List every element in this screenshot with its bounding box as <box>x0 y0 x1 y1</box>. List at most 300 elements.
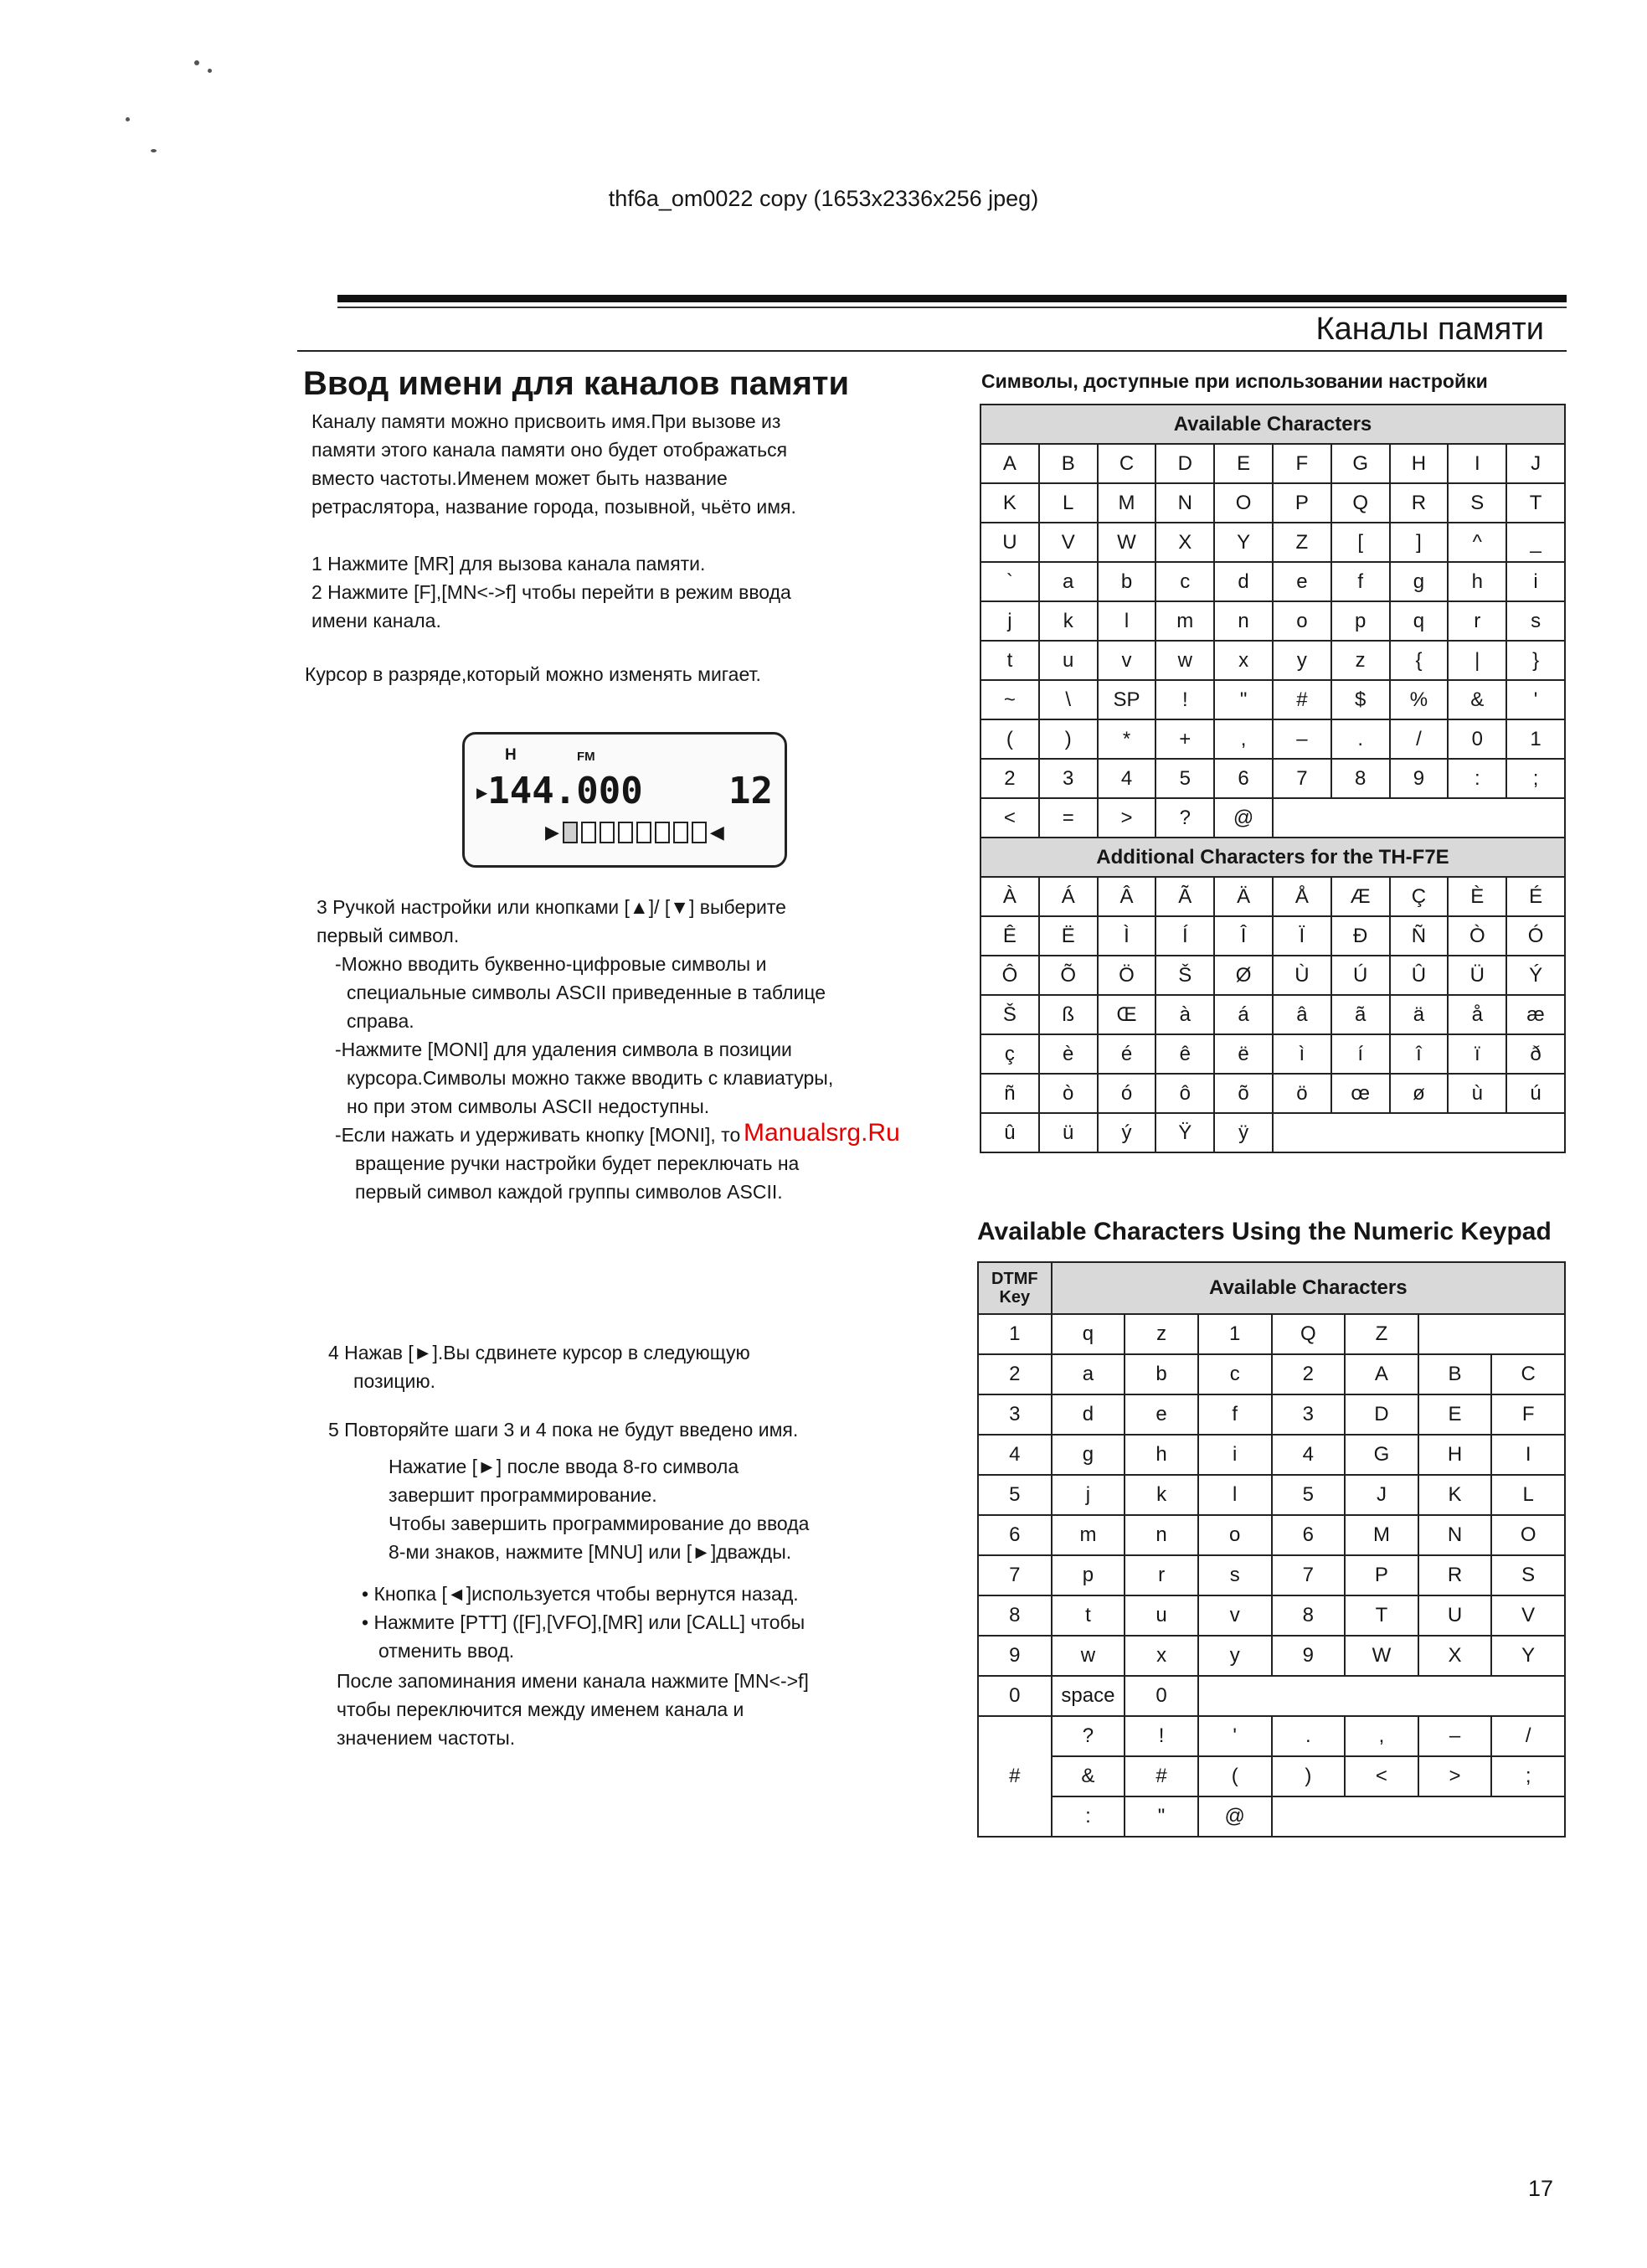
file-title: thf6a_om0022 copy (1653x2336x256 jpeg) <box>608 186 1039 211</box>
table-cell: É <box>1506 877 1565 916</box>
table-cell: W <box>1098 523 1156 562</box>
table-cell: n <box>1125 1515 1198 1555</box>
table-cell: Additional Characters for the TH-F7E <box>980 838 1565 877</box>
table-row <box>978 1354 1565 1394</box>
text-line: чтобы переключится между именем канала и <box>337 1698 744 1720</box>
table-row <box>978 1676 1565 1716</box>
table-cell: 8 <box>978 1595 1052 1636</box>
table-cell: y <box>1273 641 1331 680</box>
table-cell: ç <box>980 1034 1039 1074</box>
table-cell: C <box>1491 1354 1565 1394</box>
table-cell: 1 <box>1506 719 1565 759</box>
table-cell: Í <box>1155 916 1214 956</box>
text-line: завершит программирование. <box>389 1484 657 1506</box>
lcd-char-box <box>600 822 615 843</box>
table-cell: k <box>1125 1475 1198 1515</box>
table-cell: Ï <box>1273 916 1331 956</box>
table-row <box>980 641 1565 680</box>
table-cell: A <box>980 444 1039 483</box>
table-cell: r <box>1125 1555 1198 1595</box>
table-cell: È <box>1448 877 1506 916</box>
table-cell: Đ <box>1331 916 1390 956</box>
step-5 <box>328 1415 948 1444</box>
table-cell: 2 <box>1272 1354 1346 1394</box>
table-cell: ? <box>1052 1716 1125 1756</box>
table-cell: g <box>1052 1435 1125 1475</box>
table-cell: 1 <box>978 1314 1052 1354</box>
table-cell: < <box>980 798 1039 838</box>
table-cell: z <box>1331 641 1390 680</box>
table-cell: Q <box>1272 1314 1346 1354</box>
text-line: ретраслятора, название города, позывной, чьёто имя. <box>311 496 796 518</box>
table-cell: u <box>1125 1595 1198 1636</box>
lcd-indicator-fm: FM <box>577 750 595 764</box>
table-cell: 9 <box>1272 1636 1346 1676</box>
table-cell: 5 <box>978 1475 1052 1515</box>
table-cell: c <box>1155 562 1214 601</box>
table-cell: T <box>1506 483 1565 523</box>
table-cell: 6 <box>1214 759 1273 798</box>
table-row <box>980 1113 1565 1152</box>
table-row <box>980 405 1565 444</box>
table-cell: q <box>1052 1314 1125 1354</box>
table-cell: 6 <box>1272 1515 1346 1555</box>
table-cell: Available Characters <box>980 405 1565 444</box>
table-cell: ô <box>1155 1074 1214 1113</box>
table-cell: + <box>1155 719 1214 759</box>
table-cell: 5 <box>1272 1475 1346 1515</box>
table-cell: ) <box>1039 719 1098 759</box>
table-row <box>980 523 1565 562</box>
lcd-char-box <box>673 822 688 843</box>
table-cell <box>1198 1676 1565 1716</box>
chars-table-caption: Символы, доступные при использовании настройки <box>981 370 1488 392</box>
table-cell: R <box>1390 483 1449 523</box>
table-cell: 4 <box>978 1435 1052 1475</box>
table-cell: . <box>1272 1716 1346 1756</box>
table-cell: j <box>980 601 1039 641</box>
table-cell: u <box>1039 641 1098 680</box>
table-cell: w <box>1052 1636 1125 1676</box>
table-cell: 4 <box>1272 1435 1346 1475</box>
table-row <box>978 1435 1565 1475</box>
table-cell: 2 <box>980 759 1039 798</box>
table-cell: q <box>1390 601 1449 641</box>
table-cell: v <box>1198 1595 1272 1636</box>
table-cell <box>1273 798 1565 838</box>
table-cell: ~ <box>980 680 1039 719</box>
table-cell: | <box>1448 641 1506 680</box>
text-line: значением частоты. <box>337 1727 516 1749</box>
table-cell: 3 <box>1039 759 1098 798</box>
text-line: Чтобы завершить программирование до ввода <box>389 1513 810 1534</box>
table-cell: M <box>1098 483 1156 523</box>
table-cell: k <box>1039 601 1098 641</box>
after-paragraph <box>337 1667 956 1752</box>
table-cell: Ñ <box>1390 916 1449 956</box>
table-row <box>980 759 1565 798</box>
text-line: отменить ввод. <box>378 1640 515 1662</box>
table-cell: / <box>1491 1716 1565 1756</box>
text-line: первый символ каждой группы символов ASCII. <box>355 1181 783 1203</box>
table-cell: d <box>1214 562 1273 601</box>
table-cell: Ò <box>1448 916 1506 956</box>
table-cell: e <box>1125 1394 1198 1435</box>
table-cell: : <box>1052 1796 1125 1837</box>
table-cell: ( <box>980 719 1039 759</box>
table-cell: SP <box>1098 680 1156 719</box>
table-cell: – <box>1418 1716 1492 1756</box>
table-row <box>978 1716 1565 1756</box>
table-cell: ' <box>1198 1716 1272 1756</box>
text-line: специальные символы ASCII приведенные в таблице <box>347 982 826 1003</box>
table-cell: i <box>1198 1435 1272 1475</box>
table-cell: 9 <box>978 1636 1052 1676</box>
table-cell: Y <box>1491 1636 1565 1676</box>
table-cell: $ <box>1331 680 1390 719</box>
table-cell: > <box>1418 1756 1492 1796</box>
table-cell: B <box>1039 444 1098 483</box>
table-cell: õ <box>1214 1074 1273 1113</box>
lcd-display <box>462 732 787 868</box>
table-cell: Å <box>1273 877 1331 916</box>
text-line: -Можно вводить буквенно-цифровые символы и <box>335 953 767 975</box>
table-cell: F <box>1491 1394 1565 1435</box>
table-cell: û <box>980 1113 1039 1152</box>
table-cell: d <box>1052 1394 1125 1435</box>
table-cell: g <box>1390 562 1449 601</box>
table-cell: ; <box>1506 759 1565 798</box>
table-cell: Y <box>1214 523 1273 562</box>
table-cell: h <box>1448 562 1506 601</box>
table-cell: ý <box>1098 1113 1156 1152</box>
table-cell: ü <box>1039 1113 1098 1152</box>
table-cell: & <box>1448 680 1506 719</box>
scan-speck <box>194 60 199 65</box>
scan-speck <box>208 69 212 73</box>
table-cell: ñ <box>980 1074 1039 1113</box>
table-cell: space <box>1052 1676 1125 1716</box>
table-row <box>980 562 1565 601</box>
table-cell: 7 <box>978 1555 1052 1595</box>
header-line: DTMF <box>991 1270 1038 1288</box>
table-cell: œ <box>1331 1074 1390 1113</box>
table-cell: 9 <box>1390 759 1449 798</box>
table-cell: 1 <box>1198 1314 1272 1354</box>
page-heading: Ввод имени для каналов памяти <box>303 365 850 402</box>
table-cell: O <box>1214 483 1273 523</box>
table-cell: , <box>1345 1716 1418 1756</box>
table-cell: & <box>1052 1756 1125 1796</box>
bullet-notes <box>362 1580 948 1665</box>
table-cell: ä <box>1390 995 1449 1034</box>
table-cell: Â <box>1098 877 1156 916</box>
table-cell: ! <box>1155 680 1214 719</box>
table-cell: U <box>980 523 1039 562</box>
available-characters-table <box>980 404 1566 1153</box>
table-cell: Ý <box>1506 956 1565 995</box>
lcd-channel: 12 <box>728 770 773 812</box>
table-cell: Ô <box>980 956 1039 995</box>
table-cell: E <box>1418 1394 1492 1435</box>
text-line: имени канала. <box>311 610 441 631</box>
lcd-frequency <box>476 770 643 812</box>
table-cell: @ <box>1214 798 1273 838</box>
table-row <box>980 483 1565 523</box>
table-cell: v <box>1098 641 1156 680</box>
text-line: 2 Нажмите [F],[MN<->f] чтобы перейти в режим ввода <box>311 581 791 603</box>
table-cell: * <box>1098 719 1156 759</box>
table-cell: Q <box>1331 483 1390 523</box>
table-row <box>980 719 1565 759</box>
table-row <box>978 1475 1565 1515</box>
table-cell: x <box>1125 1636 1198 1676</box>
table-cell: W <box>1345 1636 1418 1676</box>
key-column-header <box>978 1262 1052 1314</box>
table-cell: % <box>1390 680 1449 719</box>
table-cell: Ã <box>1155 877 1214 916</box>
table-cell: p <box>1331 601 1390 641</box>
table-cell: ß <box>1039 995 1098 1034</box>
table-row <box>978 1314 1565 1354</box>
intro-paragraph <box>311 407 923 521</box>
table-row <box>978 1555 1565 1595</box>
table-cell: p <box>1052 1555 1125 1595</box>
table-cell: ] <box>1390 523 1449 562</box>
header-rule <box>337 295 1567 302</box>
table-cell: ö <box>1273 1074 1331 1113</box>
table-cell: # <box>978 1716 1052 1837</box>
table-cell: Ë <box>1039 916 1098 956</box>
table-cell: f <box>1331 562 1390 601</box>
table-cell: X <box>1418 1636 1492 1676</box>
table-cell: ( <box>1198 1756 1272 1796</box>
table-row <box>980 995 1565 1034</box>
table-cell: 8 <box>1331 759 1390 798</box>
table-cell: a <box>1052 1354 1125 1394</box>
table-cell: Z <box>1345 1314 1418 1354</box>
header-line: Key <box>999 1288 1031 1307</box>
text-line: памяти этого канала памяти оно будет отображаться <box>311 439 788 461</box>
table-cell: ù <box>1448 1074 1506 1113</box>
lcd-char-box <box>581 822 596 843</box>
table-cell: â <box>1273 995 1331 1034</box>
table-cell: > <box>1098 798 1156 838</box>
scan-speck <box>151 149 157 152</box>
table-cell: ! <box>1125 1716 1198 1756</box>
table-cell: ^ <box>1448 523 1506 562</box>
table-cell: N <box>1418 1515 1492 1555</box>
table-row <box>980 444 1565 483</box>
table-cell: } <box>1506 641 1565 680</box>
text-line: -Если нажать и удерживать кнопку [MONI], то <box>335 1124 741 1146</box>
table-row <box>980 680 1565 719</box>
table-cell: m <box>1155 601 1214 641</box>
table-cell: { <box>1390 641 1449 680</box>
text-line: 8-ми знаков, нажмите [MNU] или [►]дважды. <box>389 1541 792 1563</box>
table-cell: Š <box>980 995 1039 1034</box>
table-cell: t <box>980 641 1039 680</box>
text-line: позицию. <box>353 1370 436 1392</box>
table-cell: Ê <box>980 916 1039 956</box>
text-line: • Кнопка [◄]используется чтобы вернутся назад. <box>362 1583 799 1605</box>
table-cell: ; <box>1491 1756 1565 1796</box>
table-cell: # <box>1125 1756 1198 1796</box>
table-cell: M <box>1345 1515 1418 1555</box>
table-cell: : <box>1448 759 1506 798</box>
table-cell: Ø <box>1214 956 1273 995</box>
table-row <box>978 1262 1565 1314</box>
text-line: справа. <box>347 1010 414 1032</box>
text-line: Курсор в разряде,который можно изменять мигает. <box>305 663 761 685</box>
table-cell: Ù <box>1273 956 1331 995</box>
table-cell: m <box>1052 1515 1125 1555</box>
table-cell: î <box>1390 1034 1449 1074</box>
lcd-name-boxes <box>545 822 724 843</box>
step-3 <box>317 893 953 1206</box>
table-cell: 7 <box>1272 1555 1346 1595</box>
table-cell: z <box>1125 1314 1198 1354</box>
table-cell: s <box>1506 601 1565 641</box>
text-line: курсора.Символы можно также вводить с клавиатуры, <box>347 1067 834 1089</box>
text-line: 5 Повторяйте шаги 3 и 4 пока не будут введено имя. <box>328 1419 799 1441</box>
table-row <box>980 956 1565 995</box>
table-cell: D <box>1155 444 1214 483</box>
table-cell: N <box>1155 483 1214 523</box>
table-cell: n <box>1214 601 1273 641</box>
table-row <box>980 1034 1565 1074</box>
table-cell: Ó <box>1506 916 1565 956</box>
table-cell: l <box>1198 1475 1272 1515</box>
keypad-characters-table <box>977 1261 1566 1838</box>
table-cell: G <box>1331 444 1390 483</box>
text-line: После запоминания имени канала нажмите [MN<->f] <box>337 1670 809 1692</box>
table-cell: S <box>1448 483 1506 523</box>
table-cell: / <box>1390 719 1449 759</box>
header-rule-thin <box>337 307 1567 308</box>
table-cell: l <box>1098 601 1156 641</box>
table-cell: – <box>1273 719 1331 759</box>
table-cell: f <box>1198 1394 1272 1435</box>
table-cell: J <box>1345 1475 1418 1515</box>
pointer-icon: ▶ <box>476 782 488 804</box>
table-cell <box>1273 1113 1565 1152</box>
table-cell: Ú <box>1331 956 1390 995</box>
arrow-right-icon: ▶ <box>545 822 559 843</box>
table-cell: K <box>1418 1475 1492 1515</box>
table-cell: y <box>1198 1636 1272 1676</box>
table-cell: I <box>1491 1435 1565 1475</box>
table-cell: 6 <box>978 1515 1052 1555</box>
table-cell: t <box>1052 1595 1125 1636</box>
table-cell: á <box>1214 995 1273 1034</box>
table-cell: ì <box>1273 1034 1331 1074</box>
table-cell: H <box>1418 1435 1492 1475</box>
table-cell: Ö <box>1098 956 1156 995</box>
table-cell: ) <box>1272 1756 1346 1796</box>
table-cell: å <box>1448 995 1506 1034</box>
table-cell <box>1272 1796 1566 1837</box>
table-cell: D <box>1345 1394 1418 1435</box>
table-cell: F <box>1273 444 1331 483</box>
table-cell: ó <box>1098 1074 1156 1113</box>
table-cell: æ <box>1506 995 1565 1034</box>
lcd-char-box <box>618 822 633 843</box>
table-cell: ë <box>1214 1034 1273 1074</box>
table-cell: . <box>1331 719 1390 759</box>
table-cell: L <box>1039 483 1098 523</box>
table-cell: Š <box>1155 956 1214 995</box>
lcd-char-box <box>655 822 670 843</box>
cursor-note <box>305 660 924 688</box>
keypad-table-caption: Available Characters Using the Numeric Keypad <box>977 1218 1552 1245</box>
table-cell: Œ <box>1098 995 1156 1034</box>
table-cell: Z <box>1273 523 1331 562</box>
table-cell: ` <box>980 562 1039 601</box>
text-line: 1 Нажмите [MR] для вызова канала памяти. <box>311 553 706 575</box>
table-row <box>980 1074 1565 1113</box>
table-cell: " <box>1125 1796 1198 1837</box>
table-cell: S <box>1491 1555 1565 1595</box>
table-cell: j <box>1052 1475 1125 1515</box>
table-cell: T <box>1345 1595 1418 1636</box>
table-cell: Æ <box>1331 877 1390 916</box>
table-cell: À <box>980 877 1039 916</box>
table-row <box>978 1636 1565 1676</box>
lcd-char-box <box>692 822 707 843</box>
table-cell: w <box>1155 641 1214 680</box>
steps-1-2 <box>311 549 923 635</box>
table-cell: P <box>1273 483 1331 523</box>
table-cell: Ç <box>1390 877 1449 916</box>
table-cell: K <box>980 483 1039 523</box>
table-cell: 8 <box>1272 1595 1346 1636</box>
table-row <box>980 877 1565 916</box>
table-row <box>980 916 1565 956</box>
watermark: Manualsrg.Ru <box>744 1119 900 1147</box>
table-cell: ' <box>1506 680 1565 719</box>
text-line: вместо частоты.Именем может быть название <box>311 467 728 489</box>
table-cell: 3 <box>978 1394 1052 1435</box>
lcd-char-box <box>563 822 578 843</box>
table-cell: 7 <box>1273 759 1331 798</box>
table-cell: C <box>1098 444 1156 483</box>
table-cell: ê <box>1155 1034 1214 1074</box>
table-cell: H <box>1390 444 1449 483</box>
table-cell: í <box>1331 1034 1390 1074</box>
table-cell: ø <box>1390 1074 1449 1113</box>
table-cell: i <box>1506 562 1565 601</box>
lcd-char-box <box>636 822 651 843</box>
table-cell: 5 <box>1155 759 1214 798</box>
table-cell: s <box>1198 1555 1272 1595</box>
table-cell: # <box>1273 680 1331 719</box>
table-cell: " <box>1214 680 1273 719</box>
lcd-frequency-value: 144.000 <box>487 770 643 812</box>
table-cell: G <box>1345 1435 1418 1475</box>
table-row <box>978 1515 1565 1555</box>
table-cell: ÿ <box>1214 1113 1273 1152</box>
table-cell: U <box>1418 1595 1492 1636</box>
table-cell: ú <box>1506 1074 1565 1113</box>
table-row <box>980 601 1565 641</box>
text-line: • Нажмите [PTT] ([F],[VFO],[MR] или [CALL] чтобы <box>362 1611 805 1633</box>
table-cell: o <box>1198 1515 1272 1555</box>
table-cell: e <box>1273 562 1331 601</box>
table-cell: Ÿ <box>1155 1113 1214 1152</box>
table-row <box>978 1595 1565 1636</box>
table-cell: B <box>1418 1354 1492 1394</box>
